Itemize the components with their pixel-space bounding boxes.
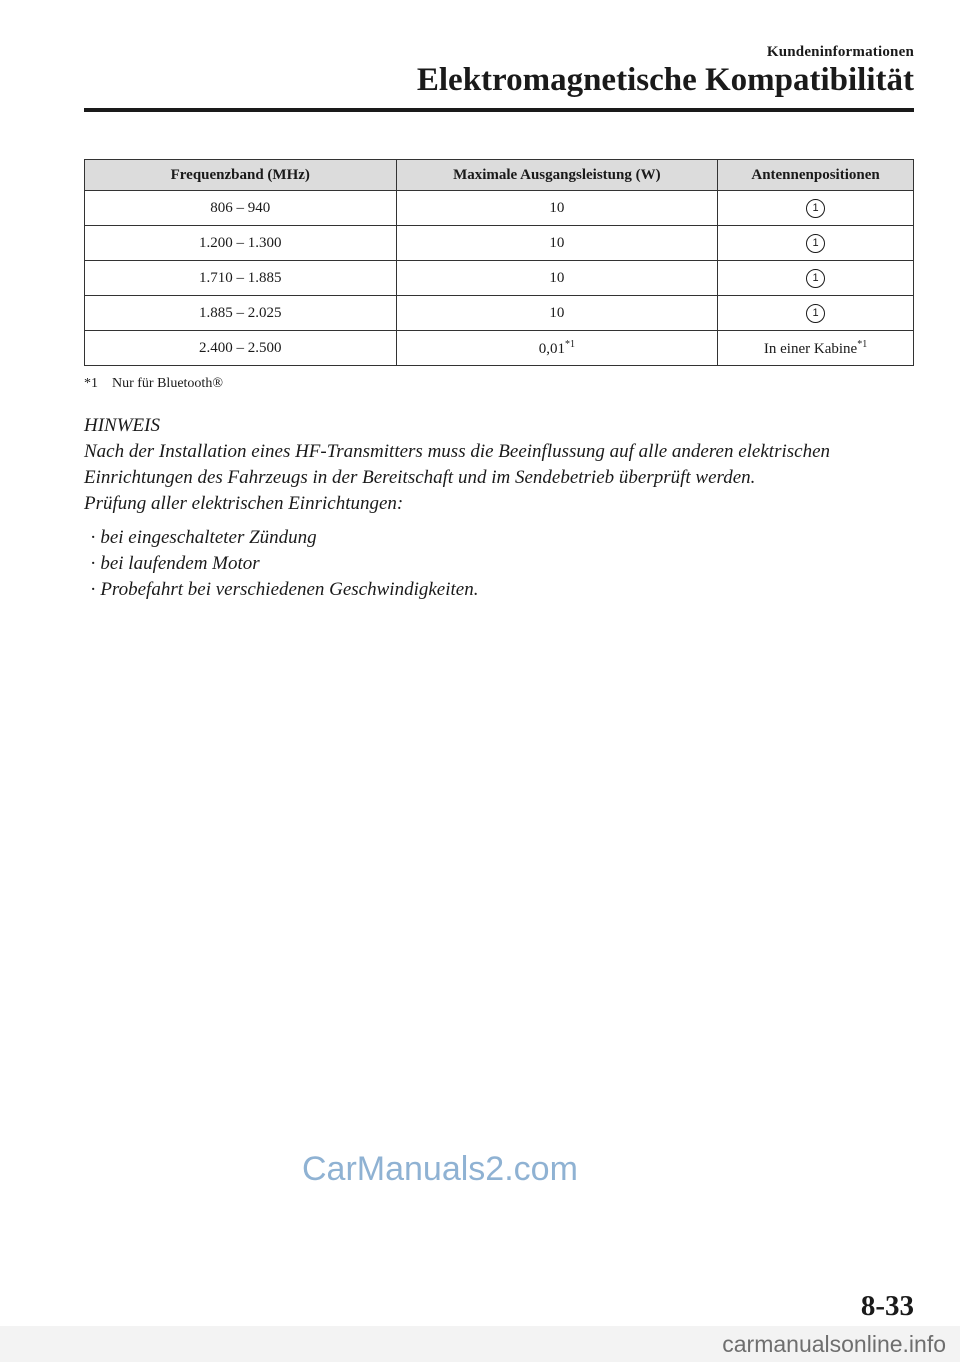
antenna-position-icon: 1 [806,304,825,323]
watermark-link[interactable]: CarManuals2.com [302,1150,578,1188]
table-row [85,296,914,331]
list-item-text: bei eingeschalteter Zündung [100,527,317,548]
note-intro: Prüfung aller elektrischen Einrichtungen: [84,493,404,514]
note-list [84,525,924,603]
power-value: 0,01 [538,340,565,357]
column-header-power: Maximale Ausgangsleistung (W) [396,160,718,191]
position-cell [718,191,914,226]
band-cell: 1.200 – 1.300 [85,226,397,261]
table-row [85,226,914,261]
position-cell [718,261,914,296]
position-text: In einer Kabine [763,340,858,357]
power-cell: 10 [396,191,718,226]
page-title: Elektromagnetische Kompatibilität [416,62,914,98]
band-cell: 2.400 – 2.500 [85,331,397,366]
band-cell: 1.710 – 1.885 [85,261,397,296]
footnote [84,376,223,392]
list-item-text: Probefahrt bei verschiedenen Geschwindigkeiten. [100,579,479,600]
band-cell: 1.885 – 2.025 [85,296,397,331]
table-row [85,191,914,226]
position-cell [718,331,914,366]
list-item-text: bei laufendem Motor [100,553,260,574]
list-item [84,525,924,551]
power-cell: 10 [396,296,718,331]
frequency-table [84,159,914,366]
bullet-icon: · [90,527,97,548]
section-label: Kundeninformationen [766,44,914,60]
list-item [84,551,924,577]
power-cell [396,331,718,366]
antenna-position-icon: 1 [806,199,825,218]
position-cell [718,226,914,261]
bullet-icon: · [90,579,97,600]
footnote-mark: *1 [84,376,98,391]
column-header-position: Antennenpositionen [718,160,914,191]
antenna-position-icon: 1 [806,234,825,253]
table-row [85,331,914,366]
footnote-ref: *1 [564,338,575,350]
power-cell: 10 [396,261,718,296]
power-cell: 10 [396,226,718,261]
table-row [85,261,914,296]
column-header-band: Frequenzband (MHz) [85,160,397,191]
note-heading: HINWEIS [84,415,160,436]
site-footer[interactable]: carmanualsonline.info [0,1326,960,1362]
position-cell [718,296,914,331]
page-number: 8-33 [860,1290,914,1322]
list-item [84,577,924,603]
antenna-position-icon: 1 [806,269,825,288]
footnote-ref: *1 [857,338,868,350]
band-cell: 806 – 940 [85,191,397,226]
table-header-row [85,160,914,191]
note-block [84,413,924,603]
footnote-text: Nur für Bluetooth® [112,376,223,391]
header-divider [84,108,914,112]
note-paragraph: Nach der Installation eines HF-Transmitters muss die Beeinflussung auf alle anderen elektrischen Einrichtungen des Fahrzeugs in der Bereitschaft und im Sendebetrieb überprüft werden. [84,441,831,488]
bullet-icon: · [90,553,97,574]
